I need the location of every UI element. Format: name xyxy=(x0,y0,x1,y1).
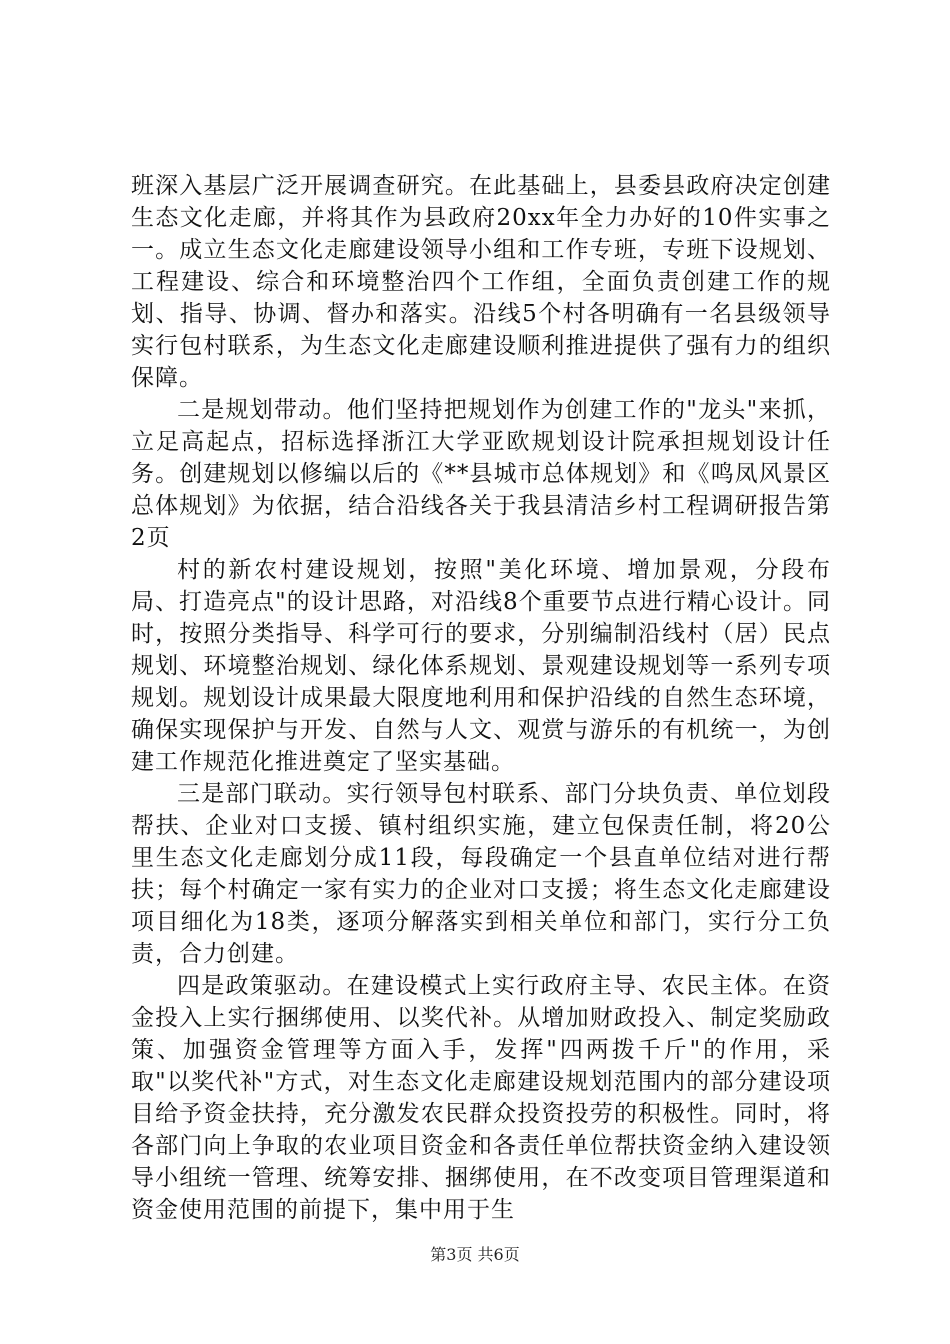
page-footer: 第3页 共6页 xyxy=(430,1245,520,1264)
document-body xyxy=(131,170,831,1226)
paragraph-5: 四是政策驱动。在建设模式上实行政府主导、农民主体。在资金投入上实行捆绑使用、以奖代补。从增加财政投入、制定奖励政策、加强资金管理等方面入手，发挥"四两拨千斤"的作用，采取"以奖代补"方式，对生态文化走廊建设规划范围内的部分建设项目给予资金扶持，充分激发农民群众投资投劳的积极性。同时，将各部门向上争取的农业项目资金和各责任单位帮扶资金纳入建设领导小组统一管理、统筹安排、捆绑使用，在不改变项目管理渠道和资金使用范围的前提下，集中用于生 xyxy=(131,973,831,1223)
paragraph-3: 村的新农村建设规划，按照"美化环境、增加景观，分段布局、打造亮点"的设计思路，对沿线8个重要节点进行精心设计。同时，按照分类指导、科学可行的要求，分别编制沿线村（居）民点规划、环境整治规划、绿化体系规划、景观建设规划等一系列专项规划。规划设计成果最大限度地利用和保护沿线的自然生态环境，确保实现保护与开发、自然与人文、观赏与游乐的有机统一，为创建工作规范化推进奠定了坚实基础。 xyxy=(131,557,831,775)
paragraph-1: 班深入基层广泛开展调查研究。在此基础上，县委县政府决定创建生态文化走廊，并将其作为县政府20xx年全力办好的10件实事之一。成立生态文化走廊建设领导小组和工作专班，专班下设规划、工程建设、综合和环境整治四个工作组，全面负责创建工作的规划、指导、协调、督办和落实。沿线5个村各明确有一名县级领导实行包村联系，为生态文化走廊建设顺利推进提供了强有力的组织保障。 xyxy=(131,173,831,391)
paragraph-4: 三是部门联动。实行领导包村联系、部门分块负责、单位划段帮扶、企业对口支援、镇村组织实施，建立包保责任制，将20公里生态文化走廊划分成11段，每段确定一个县直单位结对进行帮扶；每个村确定一家有实力的企业对口支援；将生态文化走廊建设项目细化为18类，逐项分解落实到相关单位和部门，实行分工负责，合力创建。 xyxy=(131,781,831,967)
paragraph-2: 二是规划带动。他们坚持把规划作为创建工作的"龙头"来抓，立足高起点，招标选择浙江大学亚欧规划设计院承担规划设计任务。创建规划以修编以后的《**县城市总体规划》和《鸣凤风景区总体规划》为依据，结合沿线各关于我县清洁乡村工程调研报告第2页 xyxy=(131,397,831,551)
